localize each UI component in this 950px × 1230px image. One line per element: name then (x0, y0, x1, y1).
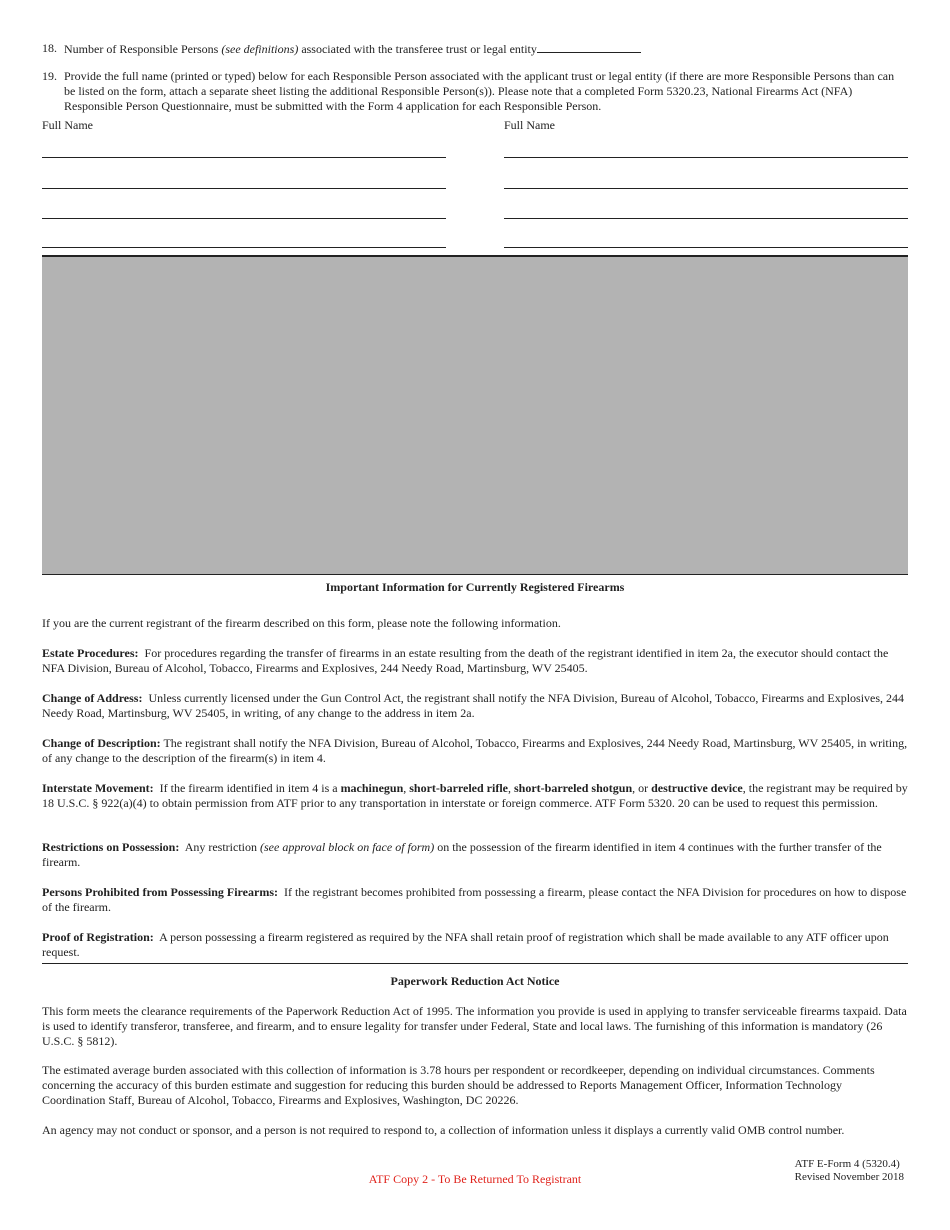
paperwork-paragraph-1: This form meets the clearance requirements of the Paperwork Reduction Act of 1995. The information you provide is used in applying to transfer serviceable firearms taxpaid. Data is used to identify transferor, transferee, and firearm, and to ensure legality for transfer under Federal, State and local laws. The furnishing of this information is mandatory (26 U.S.C. § 5812). (42, 1004, 907, 1048)
full-name-field-left-1[interactable] (42, 157, 446, 158)
paperwork-paragraph-2: The estimated average burden associated with this collection of information is 3.78 hours per respondent or recordkeeper, depending on individual circumstances. Comments concerning the accuracy of this burden estimate and suggestion for reducing this burden should be addressed to Reports Management Officer, Information Technology Coordination Staff, Bureau of Alcohol, Tobacco, Firearms and Explosives, Washington, DC 20226. (42, 1063, 875, 1107)
change-of-description: Change of Description: The registrant shall notify the NFA Division, Bureau of Alcohol, Tobacco, Firearms and Explosives, 244 Needy Road, Martinsburg, WV 25405, in writing, of any change to the description of the firearm(s) in item 4. (42, 736, 908, 765)
full-name-field-right-3[interactable] (504, 218, 908, 219)
restrictions-on-possession: Restrictions on Possession: Any restriction (see approval block on face of form) on the possession of the firearm identified in item 4 continues with the further transfer of the firearm. (42, 840, 882, 869)
item-19-text: Provide the full name (printed or typed) below for each Responsible Person associated with the applicant trust or legal entity (if there are more Responsible Persons than can be listed on the form, attach a separate sheet listing the additional Responsible Person(s)). Please note that a completed Form 5320.23, National Firearms Act (NFA) Responsible Person Questionnaire, must be submitted with the Form 4 application for each Responsible Person. (64, 69, 895, 113)
shaded-reserved-area (42, 255, 908, 575)
paperwork-paragraph-3: An agency may not conduct or sponsor, and a person is not required to respond to, a collection of information unless it displays a currently valid OMB control number. (42, 1123, 845, 1137)
item-18 (42, 41, 908, 57)
full-name-field-right-2[interactable] (504, 188, 908, 189)
proof-of-registration: Proof of Registration: A person possessing a firearm registered as required by the NFA shall retain proof of registration which shall be made available to any ATF officer upon request. (42, 930, 889, 959)
form-identifier (795, 1158, 904, 1184)
section-divider (42, 963, 908, 964)
persons-prohibited: Persons Prohibited from Possessing Firearms: If the registrant becomes prohibited from possessing a firearm, please contact the NFA Division for procedures on how to dispose of the firearm. (42, 885, 907, 914)
full-name-field-left-3[interactable] (42, 218, 446, 219)
form-number: ATF E-Form 4 (5320.4) (794, 1158, 900, 1170)
full-name-field-left-2[interactable] (42, 188, 446, 189)
full-name-field-left-4[interactable] (42, 247, 446, 248)
item-19 (42, 69, 908, 117)
item-18-number: 18. (42, 41, 57, 55)
full-name-label-left: Full Name (42, 118, 93, 132)
revision-date: Revised November 2018 (794, 1171, 904, 1183)
item-19-number: 19. (42, 69, 57, 83)
full-name-field-right-1[interactable] (504, 157, 908, 158)
change-of-address: Change of Address: Unless currently licensed under the Gun Control Act, the registrant shall notify the NFA Division, Bureau of Alcohol, Tobacco, Firearms and Explosives, 244 Needy Road, Martinsburg, WV 25405, in writing, of any change to the address in item 2a. (42, 691, 905, 720)
interstate-movement: Interstate Movement: If the firearm identified in item 4 is a machinegun, short-barreled rifle, short-barreled shotgun, or destructive device, the registrant may be required by 18 U.S.C. § 922(a)(4) to obtain permission from ATF prior to any transportation in interstate or foreign commerce. ATF Form 5320. 20 can be used to request this permission. (42, 781, 908, 810)
registrant-intro: If you are the current registrant of the firearm described on this form, please note the following information. (42, 616, 561, 630)
copy-notice: ATF Copy 2 - To Be Returned To Registrant (368, 1172, 582, 1186)
estate-procedures: Estate Procedures: For procedures regarding the transfer of firearms in an estate resulting from the death of the registrant identified in item 2a, the executor should contact the NFA Division, Bureau of Alcohol, Tobacco, Firearms and Explosives, 244 Needy Road, Martinsburg, WV 25405. (42, 646, 889, 675)
full-name-field-right-4[interactable] (504, 247, 908, 248)
item-18-text: Number of Responsible Persons (see definitions) associated with the transferee trust or legal entity (64, 41, 908, 57)
full-name-label-right: Full Name (504, 118, 555, 132)
paperwork-reduction-heading: Paperwork Reduction Act Notice (390, 974, 560, 988)
registered-firearms-heading: Important Information for Currently Registered Firearms (325, 580, 625, 594)
responsible-persons-count-field[interactable] (537, 41, 641, 53)
